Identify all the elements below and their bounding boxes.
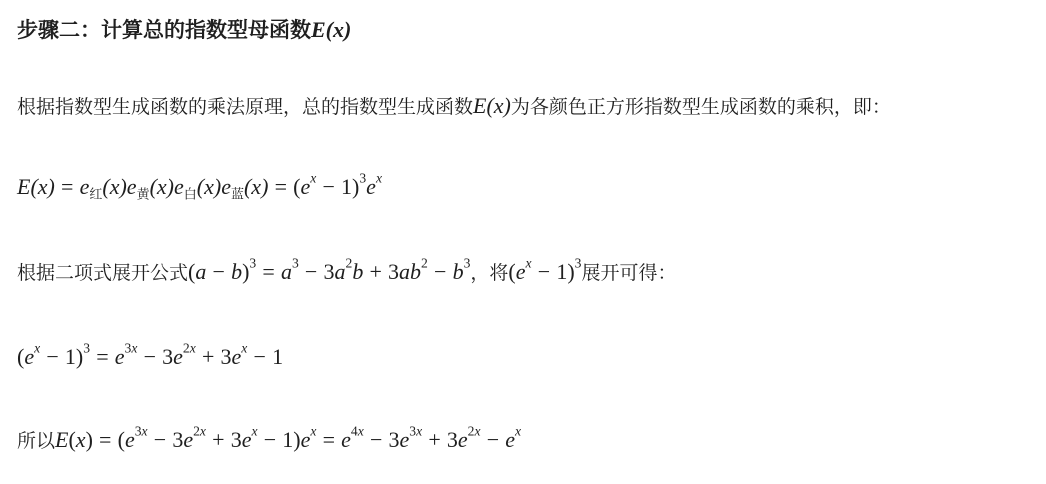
equation-expansion: $(e^x - 1)^3 = e^{3x} - 3e^{2x} + 3e^x - 1$ <box>17 340 284 369</box>
color-subscript-blue: 蓝 <box>230 187 244 203</box>
factor-arg: (x) <box>149 174 174 199</box>
factor-arg: (x) <box>243 174 269 199</box>
result-equation: $E(x) = (e^{3x} - 3e^{2x} + 3e^x - 1)e^x = e^{4x} - 3e^{3x} + 3e^{2x} - e^x$ <box>55 423 522 452</box>
paragraph-text: 展开可得： <box>581 262 677 284</box>
paragraph-text: ，将 <box>470 262 509 284</box>
paragraph-result <box>17 423 522 453</box>
paragraph-text: 所以 <box>17 430 56 452</box>
paragraph-multiplication-principle <box>17 92 891 119</box>
paragraph-binomial-formula <box>17 255 677 285</box>
step-heading <box>17 14 351 44</box>
paragraph-text: 为各颜色正方形指数型生成函数的乘积，即： <box>510 96 891 118</box>
factor-arg: (x) <box>102 174 127 199</box>
step-heading-text: 步骤二：计算总的指数型母函数 <box>17 18 311 42</box>
equation-product: $E(x) = e_红(x)e_黄(x)e_白(x)e_蓝(x) = (e^x - 1)^3e^x$ <box>17 170 382 203</box>
inline-math-E: E(x) <box>473 93 511 118</box>
step-heading-math: E(x) <box>311 17 352 42</box>
factor-arg: (x) <box>196 174 222 199</box>
color-subscript-red: 红 <box>89 187 103 203</box>
color-subscript-white: 白 <box>183 187 197 203</box>
equation-lhs: E(x) <box>17 174 55 199</box>
binomial-formula: $(a - b)^3 = a^3 - 3a^2b + 3ab^2 - b^3$ <box>188 255 471 284</box>
color-subscript-yellow: 黄 <box>136 187 150 203</box>
paragraph-text: 根据指数型生成函数的乘法原理，总的指数型生成函数 <box>17 96 474 118</box>
inline-math-cube: $(e^x - 1)^3$ <box>508 255 582 284</box>
paragraph-text: 根据二项式展开公式 <box>17 262 189 284</box>
